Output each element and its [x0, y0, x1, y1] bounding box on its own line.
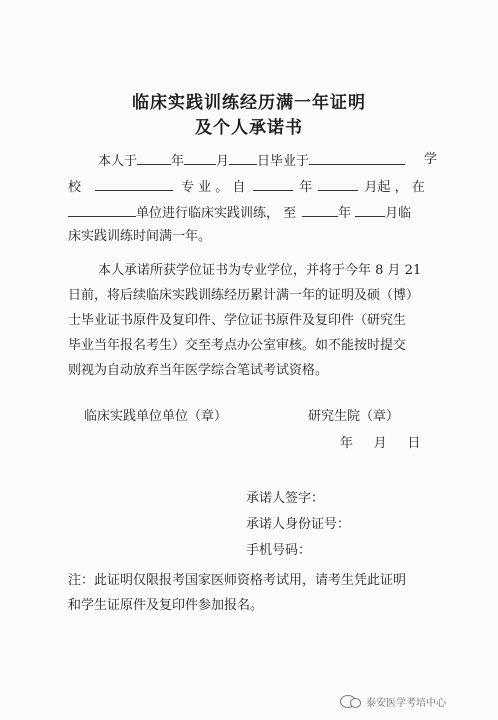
para1-line-4: 床实践训练时间满一年。 — [68, 229, 212, 244]
seal-clinical-unit: 临床实践单位单位（章） — [84, 409, 228, 424]
para2-line-4: 毕业当年报名考生）交至考点办公室审核。如不能按时提交 — [68, 338, 407, 353]
text-major-from: 专 业 。 自 — [181, 180, 246, 195]
blank-year — [137, 152, 171, 165]
text-end-month: 月临 — [385, 206, 412, 221]
para1-line-3 — [68, 204, 411, 222]
blank-major — [95, 178, 173, 191]
text-end-year: 年 — [338, 206, 352, 221]
blank-school — [309, 152, 405, 165]
para2-line-3: 士毕业证书原件及复印件、学位证书原件及复印件（研究生 — [68, 313, 407, 328]
para2-line-2: 日前，将后续临床实践训练经历累计满一年的证明及硕（博） — [68, 288, 420, 303]
title-line-1: 临床实践训练经历满一年证明 — [132, 93, 366, 113]
para1-line-1-end: 学 — [424, 152, 438, 167]
title-line-2: 及个人承诺书 — [195, 118, 303, 138]
para2-line-1: 本人承诺所获学位证书为专业学位，并将于今年 8 月 21 — [98, 263, 422, 278]
text-benren-yu: 本人于 — [98, 154, 138, 169]
blank-day — [229, 152, 257, 165]
blank-end-year — [302, 204, 338, 217]
text-graduated-from: 日毕业于 — [257, 154, 310, 169]
blank-unit — [68, 204, 136, 217]
signer-id-label: 承诺人身份证号： — [246, 517, 351, 532]
watermark-text: 泰安医学考培中心 — [366, 698, 446, 709]
signer-signature-label: 承诺人签字： — [246, 491, 325, 506]
seal-date: 年 月 日 — [340, 436, 421, 451]
blank-start-year — [253, 178, 293, 191]
wechat-icon — [340, 695, 356, 708]
blank-month — [184, 152, 216, 165]
note-line-2: 和学生证原件及复印件参加报名。 — [68, 598, 264, 613]
para2-line-5: 则视为自动放弃当年医学综合笔试考试资格。 — [68, 363, 329, 378]
text-start-year: 年 — [299, 180, 313, 195]
text-start-month-at: 月起 ， 在 — [364, 180, 425, 195]
watermark — [340, 694, 446, 709]
para1-line-1 — [98, 152, 405, 170]
text-unit-training-to: 单位进行临床实践训练， 至 — [136, 206, 297, 221]
blank-start-month — [318, 178, 358, 191]
seal-graduate-school: 研究生院（章） — [308, 409, 400, 424]
text-month: 月 — [216, 154, 230, 169]
para1-line-2 — [68, 178, 425, 196]
text-school: 校 — [68, 180, 82, 195]
note-line-1: 注：此证明仅限报考国家医师资格考试用，请考生凭此证明 — [68, 573, 407, 588]
text-year: 年 — [171, 154, 185, 169]
phone-label: 手机号码： — [246, 543, 312, 558]
blank-end-month — [355, 204, 385, 217]
